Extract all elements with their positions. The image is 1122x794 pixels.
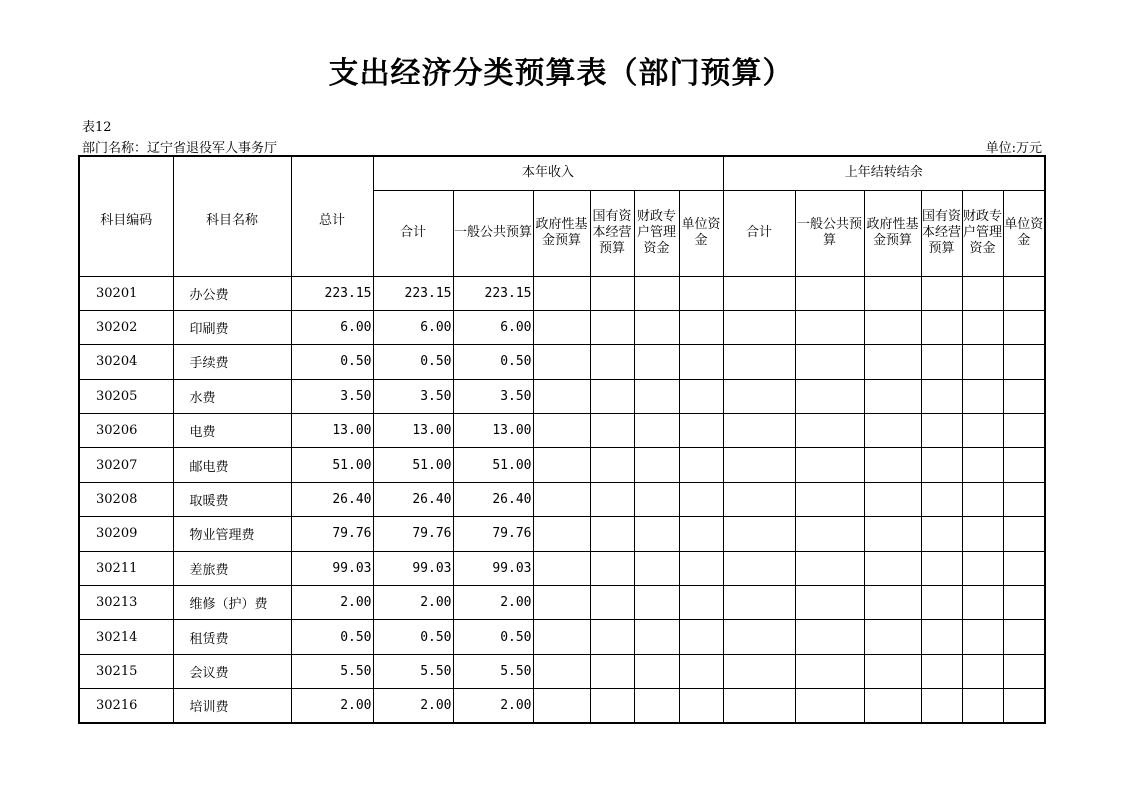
empty-cell <box>921 586 962 620</box>
empty-cell <box>962 448 1003 482</box>
empty-cell <box>864 276 921 310</box>
row-cur-general: 223.15 <box>453 276 533 310</box>
empty-cell <box>864 620 921 654</box>
empty-cell <box>590 654 634 688</box>
table-row <box>79 276 1045 310</box>
empty-cell <box>1003 482 1045 516</box>
empty-cell <box>1003 276 1045 310</box>
empty-cell <box>1003 586 1045 620</box>
empty-cell <box>864 310 921 344</box>
empty-cell <box>723 276 795 310</box>
empty-cell <box>533 551 590 585</box>
row-total: 0.50 <box>291 620 373 654</box>
empty-cell <box>634 414 679 448</box>
header-prev-state-capital: 国有资本经营预算 <box>921 190 962 276</box>
table-row <box>79 310 1045 344</box>
empty-cell <box>864 586 921 620</box>
row-code: 30205 <box>79 379 173 413</box>
empty-cell <box>864 517 921 551</box>
table-body <box>79 276 1045 723</box>
empty-cell <box>634 276 679 310</box>
header-name: 科目名称 <box>173 156 291 276</box>
table-row <box>79 654 1045 688</box>
empty-cell <box>795 276 864 310</box>
empty-cell <box>962 620 1003 654</box>
empty-cell <box>590 586 634 620</box>
empty-cell <box>921 620 962 654</box>
empty-cell <box>533 345 590 379</box>
row-cur-sum: 2.00 <box>373 586 453 620</box>
row-cur-general: 51.00 <box>453 448 533 482</box>
empty-cell <box>590 689 634 723</box>
table-row <box>79 551 1045 585</box>
row-total: 6.00 <box>291 310 373 344</box>
empty-cell <box>864 689 921 723</box>
empty-cell <box>1003 345 1045 379</box>
row-total: 26.40 <box>291 482 373 516</box>
header-prev-general: 一般公共预算 <box>795 190 864 276</box>
empty-cell <box>864 379 921 413</box>
table-row <box>79 689 1045 723</box>
department-name: 部门名称：辽宁省退役军人事务厅 <box>82 141 278 156</box>
row-name: 差旅费 <box>173 551 291 585</box>
header-total: 总计 <box>291 156 373 276</box>
header-code: 科目编码 <box>79 156 173 276</box>
row-name: 办公费 <box>173 276 291 310</box>
row-code: 30201 <box>79 276 173 310</box>
row-cur-general: 0.50 <box>453 345 533 379</box>
empty-cell <box>795 379 864 413</box>
empty-cell <box>723 654 795 688</box>
empty-cell <box>1003 551 1045 585</box>
empty-cell <box>679 414 723 448</box>
empty-cell <box>864 654 921 688</box>
row-cur-general: 3.50 <box>453 379 533 413</box>
table-row <box>79 379 1045 413</box>
empty-cell <box>723 586 795 620</box>
header-cur-general: 一般公共预算 <box>453 190 533 276</box>
header-cur-gov-fund: 政府性基金预算 <box>533 190 590 276</box>
empty-cell <box>723 689 795 723</box>
header-prev-fiscal-special: 财政专户管理资金 <box>962 190 1003 276</box>
row-cur-sum: 2.00 <box>373 689 453 723</box>
empty-cell <box>679 345 723 379</box>
row-name: 培训费 <box>173 689 291 723</box>
row-code: 30214 <box>79 620 173 654</box>
table-row <box>79 414 1045 448</box>
empty-cell <box>921 414 962 448</box>
empty-cell <box>723 620 795 654</box>
row-cur-general: 2.00 <box>453 586 533 620</box>
row-total: 79.76 <box>291 517 373 551</box>
row-cur-sum: 51.00 <box>373 448 453 482</box>
table-number: 表12 <box>82 120 112 135</box>
empty-cell <box>590 379 634 413</box>
empty-cell <box>921 448 962 482</box>
empty-cell <box>634 379 679 413</box>
table-row <box>79 448 1045 482</box>
empty-cell <box>1003 448 1045 482</box>
empty-cell <box>723 448 795 482</box>
empty-cell <box>962 414 1003 448</box>
row-code: 30215 <box>79 654 173 688</box>
empty-cell <box>962 689 1003 723</box>
empty-cell <box>634 345 679 379</box>
row-cur-sum: 0.50 <box>373 345 453 379</box>
empty-cell <box>921 689 962 723</box>
empty-cell <box>795 586 864 620</box>
empty-cell <box>795 654 864 688</box>
table-row <box>79 482 1045 516</box>
empty-cell <box>962 379 1003 413</box>
empty-cell <box>533 379 590 413</box>
header-prev-gov-fund: 政府性基金预算 <box>864 190 921 276</box>
empty-cell <box>723 310 795 344</box>
empty-cell <box>679 689 723 723</box>
empty-cell <box>723 345 795 379</box>
empty-cell <box>679 620 723 654</box>
empty-cell <box>723 517 795 551</box>
row-cur-general: 5.50 <box>453 654 533 688</box>
row-name: 印刷费 <box>173 310 291 344</box>
empty-cell <box>795 310 864 344</box>
empty-cell <box>921 379 962 413</box>
empty-cell <box>921 276 962 310</box>
empty-cell <box>795 620 864 654</box>
empty-cell <box>679 276 723 310</box>
empty-cell <box>634 586 679 620</box>
empty-cell <box>723 551 795 585</box>
header-cur-state-capital: 国有资本经营预算 <box>590 190 634 276</box>
empty-cell <box>921 551 962 585</box>
row-name: 邮电费 <box>173 448 291 482</box>
empty-cell <box>962 517 1003 551</box>
row-code: 30213 <box>79 586 173 620</box>
table-row <box>79 620 1045 654</box>
row-code: 30204 <box>79 345 173 379</box>
empty-cell <box>679 448 723 482</box>
table-row <box>79 345 1045 379</box>
empty-cell <box>679 482 723 516</box>
row-name: 会议费 <box>173 654 291 688</box>
row-cur-sum: 3.50 <box>373 379 453 413</box>
row-cur-general: 6.00 <box>453 310 533 344</box>
header-cur-fiscal-special: 财政专户管理资金 <box>634 190 679 276</box>
empty-cell <box>795 517 864 551</box>
empty-cell <box>795 448 864 482</box>
unit-label: 单位:万元 <box>985 141 1042 156</box>
empty-cell <box>921 482 962 516</box>
empty-cell <box>962 586 1003 620</box>
empty-cell <box>679 586 723 620</box>
empty-cell <box>1003 379 1045 413</box>
empty-cell <box>723 482 795 516</box>
header-prev-balance: 上年结转结余 <box>723 156 1045 190</box>
header-current-income: 本年收入 <box>373 156 723 190</box>
empty-cell <box>634 620 679 654</box>
empty-cell <box>634 689 679 723</box>
empty-cell <box>533 482 590 516</box>
empty-cell <box>590 310 634 344</box>
empty-cell <box>634 448 679 482</box>
empty-cell <box>723 414 795 448</box>
empty-cell <box>1003 689 1045 723</box>
row-code: 30211 <box>79 551 173 585</box>
row-name: 手续费 <box>173 345 291 379</box>
empty-cell <box>962 345 1003 379</box>
empty-cell <box>864 414 921 448</box>
header-prev-sum: 合计 <box>723 190 795 276</box>
empty-cell <box>864 551 921 585</box>
empty-cell <box>1003 517 1045 551</box>
empty-cell <box>533 517 590 551</box>
row-cur-sum: 13.00 <box>373 414 453 448</box>
empty-cell <box>795 482 864 516</box>
header-cur-sum: 合计 <box>373 190 453 276</box>
row-code: 30206 <box>79 414 173 448</box>
empty-cell <box>795 689 864 723</box>
empty-cell <box>795 345 864 379</box>
row-total: 2.00 <box>291 689 373 723</box>
empty-cell <box>590 414 634 448</box>
empty-cell <box>590 551 634 585</box>
table-row <box>79 586 1045 620</box>
empty-cell <box>590 482 634 516</box>
row-total: 51.00 <box>291 448 373 482</box>
empty-cell <box>590 345 634 379</box>
empty-cell <box>921 517 962 551</box>
empty-cell <box>723 379 795 413</box>
empty-cell <box>921 310 962 344</box>
empty-cell <box>962 310 1003 344</box>
empty-cell <box>533 689 590 723</box>
empty-cell <box>1003 310 1045 344</box>
row-cur-sum: 223.15 <box>373 276 453 310</box>
empty-cell <box>1003 654 1045 688</box>
empty-cell <box>533 310 590 344</box>
empty-cell <box>590 620 634 654</box>
header-prev-unit-fund: 单位资金 <box>1003 190 1045 276</box>
empty-cell <box>962 551 1003 585</box>
row-code: 30216 <box>79 689 173 723</box>
row-code: 30202 <box>79 310 173 344</box>
row-code: 30208 <box>79 482 173 516</box>
empty-cell <box>962 654 1003 688</box>
empty-cell <box>864 482 921 516</box>
empty-cell <box>864 448 921 482</box>
empty-cell <box>921 345 962 379</box>
empty-cell <box>590 448 634 482</box>
row-total: 3.50 <box>291 379 373 413</box>
page-title: 支出经济分类预算表（部门预算） <box>328 56 794 91</box>
empty-cell <box>1003 414 1045 448</box>
empty-cell <box>533 654 590 688</box>
row-total: 0.50 <box>291 345 373 379</box>
row-cur-general: 0.50 <box>453 620 533 654</box>
empty-cell <box>634 310 679 344</box>
empty-cell <box>679 551 723 585</box>
empty-cell <box>795 551 864 585</box>
empty-cell <box>533 620 590 654</box>
row-cur-sum: 26.40 <box>373 482 453 516</box>
row-name: 电费 <box>173 414 291 448</box>
empty-cell <box>533 414 590 448</box>
row-cur-sum: 0.50 <box>373 620 453 654</box>
row-cur-general: 79.76 <box>453 517 533 551</box>
row-total: 5.50 <box>291 654 373 688</box>
row-code: 30209 <box>79 517 173 551</box>
empty-cell <box>679 517 723 551</box>
empty-cell <box>634 654 679 688</box>
empty-cell <box>634 551 679 585</box>
row-cur-sum: 99.03 <box>373 551 453 585</box>
empty-cell <box>533 276 590 310</box>
row-name: 租赁费 <box>173 620 291 654</box>
row-code: 30207 <box>79 448 173 482</box>
empty-cell <box>962 482 1003 516</box>
empty-cell <box>590 517 634 551</box>
row-name: 水费 <box>173 379 291 413</box>
row-name: 物业管理费 <box>173 517 291 551</box>
empty-cell <box>962 276 1003 310</box>
row-total: 13.00 <box>291 414 373 448</box>
row-cur-general: 99.03 <box>453 551 533 585</box>
empty-cell <box>590 276 634 310</box>
row-name: 维修（护）费 <box>173 586 291 620</box>
empty-cell <box>679 310 723 344</box>
empty-cell <box>864 345 921 379</box>
row-cur-general: 13.00 <box>453 414 533 448</box>
empty-cell <box>921 654 962 688</box>
empty-cell <box>679 379 723 413</box>
row-cur-general: 2.00 <box>453 689 533 723</box>
empty-cell <box>1003 620 1045 654</box>
row-cur-sum: 6.00 <box>373 310 453 344</box>
budget-table <box>78 155 1046 724</box>
row-total: 223.15 <box>291 276 373 310</box>
empty-cell <box>679 654 723 688</box>
empty-cell <box>533 448 590 482</box>
empty-cell <box>795 414 864 448</box>
empty-cell <box>533 586 590 620</box>
row-cur-general: 26.40 <box>453 482 533 516</box>
row-name: 取暖费 <box>173 482 291 516</box>
row-total: 99.03 <box>291 551 373 585</box>
row-cur-sum: 79.76 <box>373 517 453 551</box>
row-cur-sum: 5.50 <box>373 654 453 688</box>
empty-cell <box>634 482 679 516</box>
table-row <box>79 517 1045 551</box>
header-cur-unit-fund: 单位资金 <box>679 190 723 276</box>
empty-cell <box>634 517 679 551</box>
row-total: 2.00 <box>291 586 373 620</box>
